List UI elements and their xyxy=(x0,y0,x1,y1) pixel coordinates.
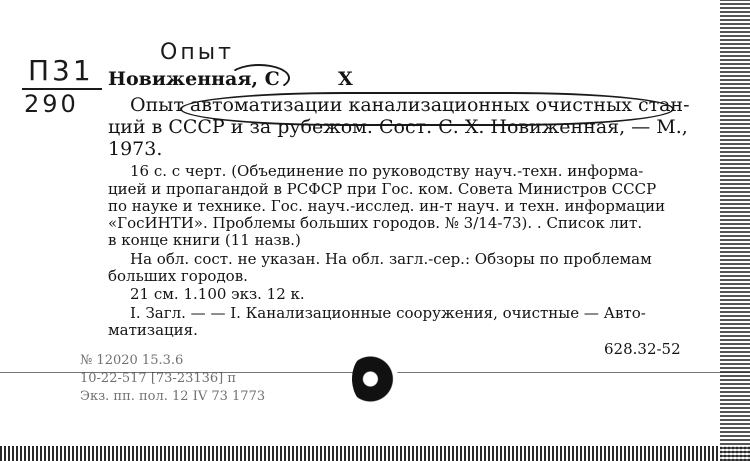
bottom-scan-edge xyxy=(0,446,750,461)
handwritten-number: 290 xyxy=(24,90,79,118)
right-scan-edge xyxy=(720,0,750,461)
author-initial: Х xyxy=(338,68,353,90)
title-line-1: Опыт автоматизации канализационных очистных стан- xyxy=(130,94,690,116)
title-line-2: ций в СССР и за рубежом. Сост. С. Х. Новиженная, — М., xyxy=(108,116,688,138)
note-line-8: 21 см. 1.100 экз. 12 к. xyxy=(130,285,305,303)
title-line-3: 1973. xyxy=(108,138,163,160)
author-circle-mark xyxy=(228,64,290,92)
note-line-6: На обл. сост. не указан. На обл. загл.-сер.: Обзоры по проблемам xyxy=(130,250,652,268)
note-line-3: по науке и технике. Гос. науч.-исслед. ин-т науч. и техн. информации xyxy=(108,197,666,215)
footer-line-1: № 12020 15.3.6 xyxy=(80,353,184,368)
handwritten-title-note: Опыт xyxy=(160,40,234,65)
handwritten-shelf-code: П31 xyxy=(28,54,94,87)
note-line-2: цией и пропагандой в РСФСР при Гос. ком. Совета Министров СССР xyxy=(108,180,657,198)
note-line-7: больших городов. xyxy=(108,267,248,285)
note-line-9: I. Загл. — — I. Канализационные сооружения, очистные — Авто- xyxy=(130,304,646,322)
card-punch-hole xyxy=(352,350,398,408)
footer-line-2: 10-22-517 [73-23136] п xyxy=(80,371,237,386)
classification-code: 628.32-52 xyxy=(604,340,681,358)
author-heading: Новиженная, С xyxy=(108,68,280,90)
footer-line-3: Экз. пп. пол. 12 IV 73 1773 xyxy=(80,389,266,404)
note-line-4: «ГосИНТИ». Проблемы больших городов. № 3/14-73). . Список лит. xyxy=(108,214,643,232)
note-line-10: матизация. xyxy=(108,321,198,339)
note-line-1: 16 с. с черт. (Объединение по руководству науч.-техн. информа- xyxy=(130,162,644,180)
note-line-5: в конце книги (11 назв.) xyxy=(108,231,301,249)
